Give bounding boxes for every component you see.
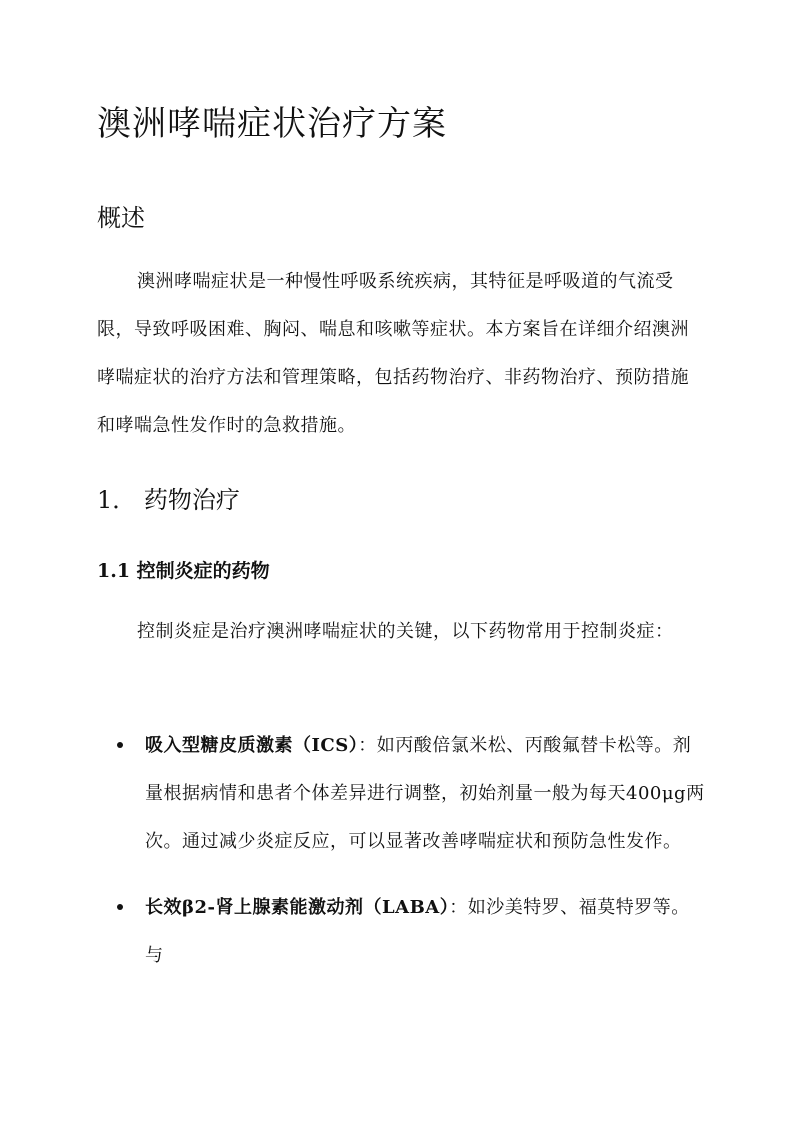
medication-term: 长效β2-肾上腺素能激动剂（LABA）: [145, 897, 450, 918]
medication-term: 吸入型糖皮质激素（ICS）: [145, 735, 359, 756]
subsection-1-1-heading: 1.1 控制炎症的药物: [97, 560, 270, 582]
bullet-icon: [117, 742, 123, 748]
list-item: [97, 722, 707, 866]
bullet-icon: [117, 904, 123, 910]
list-item: [97, 884, 707, 980]
section-1-heading: 1． 药物治疗: [97, 486, 240, 514]
document-title: 澳洲哮喘症状治疗方案: [97, 104, 447, 144]
medication-description: ：如丙酸倍氯米松、丙酸氟替卡松等。剂量根据病情和患者个体差异进行调整，初始剂量一般为每天400μg两次。通过减少炎症反应，可以显著改善哮喘症状和预防急性发作。: [145, 735, 705, 852]
overview-paragraph: 澳洲哮喘症状是一种慢性呼吸系统疾病，其特征是呼吸道的气流受限，导致呼吸困难、胸闷、喘息和咳嗽等症状。本方案旨在详细介绍澳洲哮喘症状的治疗方法和管理策略，包括药物治疗、非药物治疗、预防措施和哮喘急性发作时的急救措施。: [97, 271, 689, 436]
medication-description: ：如沙美特罗、福莫特罗等。与: [145, 897, 690, 966]
overview-heading: 概述: [97, 204, 145, 232]
medication-list: [97, 722, 707, 980]
subsection-1-1-paragraph: 控制炎症是治疗澳洲哮喘症状的关键，以下药物常用于控制炎症：: [137, 621, 674, 642]
